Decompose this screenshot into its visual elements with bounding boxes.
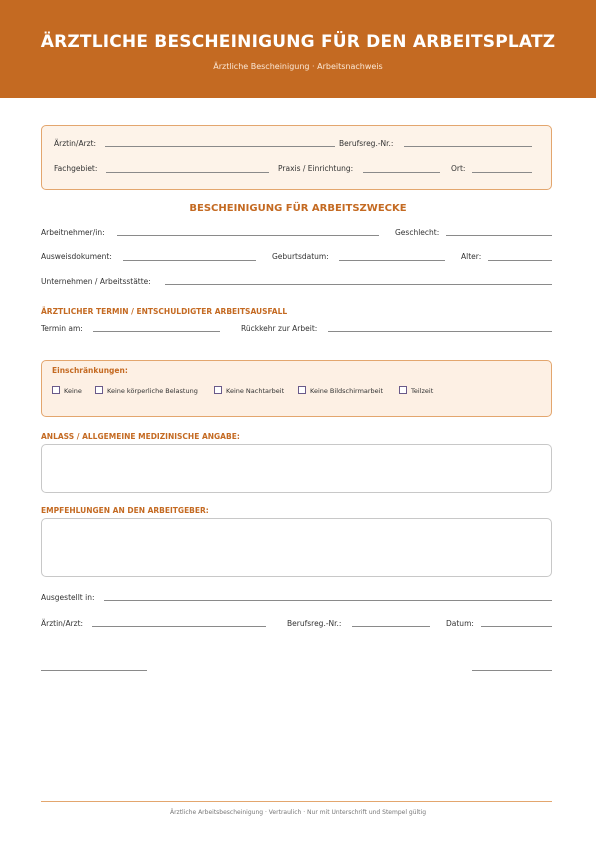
age-label: Alter: bbox=[461, 252, 482, 261]
appointment-heading: ÄRZTLICHER TERMIN / ENTSCHULDIGTER ARBEITSAUSFALL bbox=[41, 307, 288, 316]
specialty-field[interactable] bbox=[106, 172, 269, 173]
practice-label: Praxis / Einrichtung: bbox=[278, 164, 354, 173]
age-field[interactable] bbox=[488, 260, 552, 261]
issued-in-field[interactable] bbox=[104, 600, 552, 601]
checkbox-no-night-work[interactable] bbox=[214, 386, 222, 394]
reason-heading: ANLASS / ALLGEMEINE MEDIZINISCHE ANGABE: bbox=[41, 432, 240, 441]
document-title: ÄRZTLICHE BESCHEINIGUNG FÜR DEN ARBEITSPLATZ bbox=[40, 32, 556, 52]
specialty-label: Fachgebiet: bbox=[54, 164, 98, 173]
issuer-reg-label: Berufsreg.-Nr.: bbox=[287, 619, 342, 628]
footer-text: Ärztliche Arbeitsbescheinigung · Vertraulich · Nur mit Unterschrift und Stempel gültig bbox=[169, 809, 427, 816]
issue-date-label: Datum: bbox=[446, 619, 474, 628]
appointment-date-field[interactable] bbox=[93, 331, 220, 332]
issuer-doctor-field[interactable] bbox=[92, 626, 266, 627]
place-label: Ort: bbox=[451, 164, 466, 173]
appointment-date-label: Termin am: bbox=[41, 324, 83, 333]
stamp-line[interactable] bbox=[472, 670, 552, 671]
birthdate-label: Geburtsdatum: bbox=[272, 252, 329, 261]
issued-in-label: Ausgestellt in: bbox=[41, 593, 95, 602]
recommendations-heading: EMPFEHLUNGEN AN DEN ARBEITGEBER: bbox=[41, 506, 209, 515]
checkbox-no-night-work-label: Keine Nachtarbeit bbox=[226, 387, 285, 395]
issuer-reg-field[interactable] bbox=[352, 626, 430, 627]
section-title: BESCHEINIGUNG FÜR ARBEITSZWECKE bbox=[189, 203, 407, 214]
doctor-reg-field[interactable] bbox=[404, 146, 532, 147]
id-document-label: Ausweisdokument: bbox=[41, 252, 112, 261]
checkbox-part-time-label: Teilzeit bbox=[411, 387, 434, 395]
reason-textarea[interactable] bbox=[41, 444, 552, 493]
place-field[interactable] bbox=[472, 172, 532, 173]
doctor-name-label: Ärztin/Arzt: bbox=[54, 139, 97, 148]
birthdate-field[interactable] bbox=[339, 260, 445, 261]
doctor-info-box bbox=[41, 125, 552, 190]
practice-field[interactable] bbox=[363, 172, 440, 173]
document-subtitle: Ärztliche Bescheinigung · Arbeitsnachweis bbox=[213, 62, 383, 71]
checkbox-part-time[interactable] bbox=[399, 386, 407, 394]
company-field[interactable] bbox=[165, 284, 552, 285]
checkbox-no-screen-work-label: Keine Bildschirmarbeit bbox=[310, 387, 384, 395]
doctor-name-field[interactable] bbox=[105, 146, 335, 147]
gender-field[interactable] bbox=[446, 235, 552, 236]
company-label: Unternehmen / Arbeitsstätte: bbox=[41, 277, 151, 286]
id-document-field[interactable] bbox=[123, 260, 256, 261]
gender-label: Geschlecht: bbox=[395, 228, 440, 237]
recommendations-textarea[interactable] bbox=[41, 518, 552, 577]
checkbox-no-physical-load[interactable] bbox=[95, 386, 103, 394]
employee-label: Arbeitnehmer/in: bbox=[41, 228, 105, 237]
document-header bbox=[0, 0, 596, 98]
checkbox-none-label: Keine bbox=[64, 387, 82, 395]
footer-divider bbox=[41, 801, 552, 802]
return-to-work-field[interactable] bbox=[328, 331, 552, 332]
checkbox-no-physical-load-label: Keine körperliche Belastung bbox=[107, 387, 198, 395]
issuer-doctor-label: Ärztin/Arzt: bbox=[41, 619, 84, 628]
checkbox-no-screen-work[interactable] bbox=[298, 386, 306, 394]
signature-line[interactable] bbox=[41, 670, 147, 671]
issue-date-field[interactable] bbox=[481, 626, 552, 627]
return-to-work-label: Rückkehr zur Arbeit: bbox=[241, 324, 318, 333]
restrictions-title: Einschränkungen: bbox=[52, 366, 128, 375]
employee-field[interactable] bbox=[117, 235, 379, 236]
doctor-reg-label: Berufsreg.-Nr.: bbox=[339, 139, 394, 148]
checkbox-none[interactable] bbox=[52, 386, 60, 394]
